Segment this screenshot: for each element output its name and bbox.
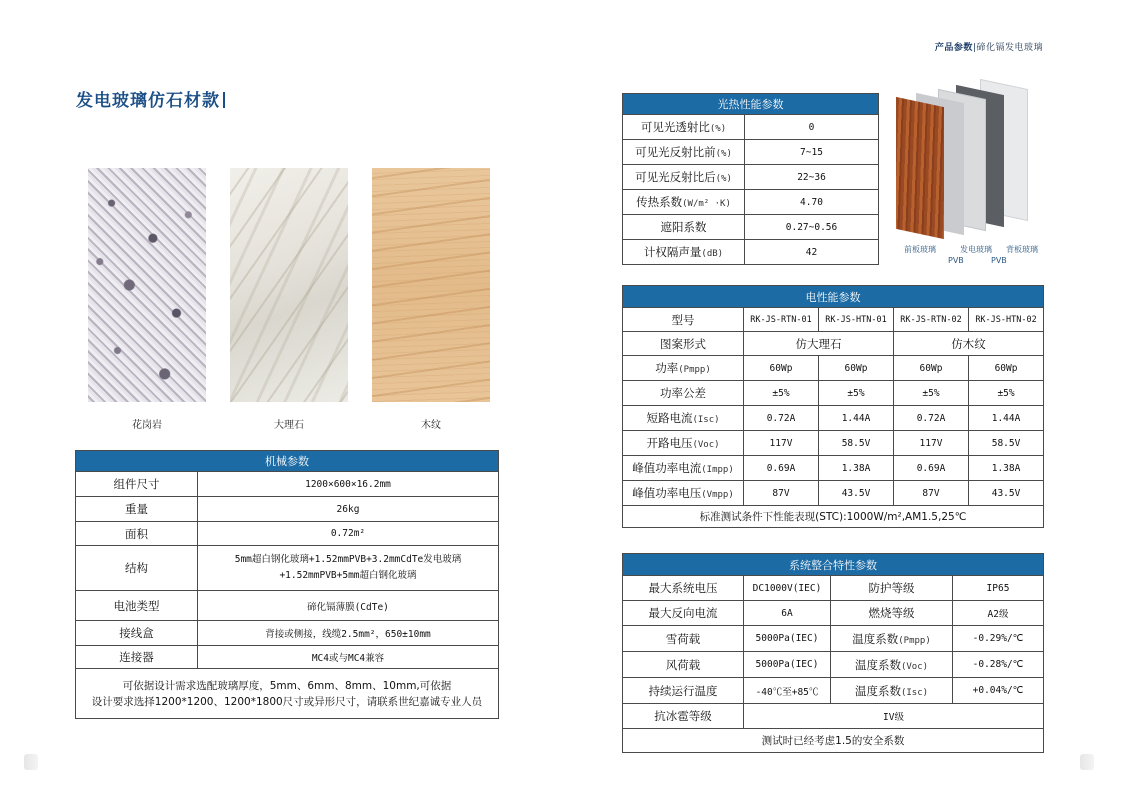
swatch-wood-label: 木纹	[421, 420, 441, 431]
mech-label: 结构	[76, 546, 198, 591]
elec-value: 43.5V	[969, 481, 1044, 506]
sys-label: 温度系数(Pmpp)	[831, 626, 953, 652]
pattern-marble: 仿大理石	[744, 332, 894, 356]
table-row	[623, 190, 879, 215]
optical-label: 可见光反射比后(%)	[623, 165, 745, 190]
sys-value: 5000Pa(IEC)	[744, 626, 831, 652]
elec-label: 功率(Pmpp)	[623, 356, 744, 381]
optical-value: 22~36	[745, 165, 879, 190]
sys-label: 持续运行温度	[623, 678, 744, 704]
optical-label: 可见光反射比前(%)	[623, 140, 745, 165]
mech-value: 1200×600×16.2mm	[198, 472, 499, 497]
sys-value: 5000Pa(IEC)	[744, 652, 831, 678]
elec-label: 短路电流(Isc)	[623, 406, 744, 431]
mech-label: 电池类型	[76, 591, 198, 621]
table-row	[76, 621, 499, 646]
mech-note-line1: 可依据设计需求选配玻璃厚度，5mm、6mm、8mm、10mm,可依据	[122, 679, 452, 692]
table-row	[623, 506, 1044, 528]
sys-label: 防护等级	[831, 576, 953, 601]
table-row	[76, 546, 499, 591]
model-label: 型号	[623, 308, 744, 332]
system-footnote: 测试时已经考虑1.5的安全系数	[623, 729, 1044, 753]
sys-value: A2级	[953, 601, 1044, 626]
page-corner-mark-left	[24, 754, 38, 770]
mech-note	[76, 669, 499, 719]
elec-value: 0.72A	[744, 406, 819, 431]
elec-value: 0.72A	[894, 406, 969, 431]
elec-value: 60Wp	[744, 356, 819, 381]
sys-value: -40℃至+85℃	[744, 678, 831, 704]
sys-label: 风荷载	[623, 652, 744, 678]
header-divider: |	[972, 43, 977, 53]
sys-value: 6A	[744, 601, 831, 626]
elec-value: 0.69A	[894, 456, 969, 481]
table-row	[623, 406, 1044, 431]
table-row	[623, 140, 879, 165]
sys-value: +0.04%/℃	[953, 678, 1044, 704]
optical-value: 42	[745, 240, 879, 265]
system-title: 系统整合特性参数	[623, 554, 1044, 576]
sys-value: DC1000V(IEC)	[744, 576, 831, 601]
swatch-marble-image	[230, 168, 348, 402]
swatch-marble-label: 大理石	[274, 420, 304, 431]
system-table	[622, 553, 1044, 753]
mech-value: 碲化镉薄膜(CdTe)	[198, 591, 499, 621]
mech-structure-value	[198, 546, 499, 591]
mech-structure-line2: +1.52mmPVB+5mm超白钢化玻璃	[279, 570, 417, 581]
header-category: 产品参数	[934, 43, 973, 53]
table-row	[623, 576, 1044, 601]
elec-label: 峰值功率电压(Vmpp)	[623, 481, 744, 506]
table-row	[76, 591, 499, 621]
table-row	[623, 678, 1044, 704]
mech-label: 重量	[76, 497, 198, 522]
pattern-wood: 仿木纹	[894, 332, 1044, 356]
page-title-text: 发电玻璃仿石材款	[76, 91, 220, 111]
mech-value: 0.72m²	[198, 522, 499, 546]
page-corner-mark-right	[1080, 754, 1094, 770]
sys-label: 燃烧等级	[831, 601, 953, 626]
mech-value: 26kg	[198, 497, 499, 522]
elec-value: 117V	[894, 431, 969, 456]
front-glass-caption: 前板玻璃	[904, 245, 936, 254]
elec-value: 0.69A	[744, 456, 819, 481]
swatch-wood-image	[372, 168, 490, 402]
pvb-caption-2: PVB	[991, 256, 1007, 265]
swatch-granite-label: 花岗岩	[132, 420, 162, 431]
model-value: RK-JS-HTN-02	[969, 308, 1044, 332]
elec-value: ±5%	[744, 381, 819, 406]
model-value: RK-JS-HTN-01	[819, 308, 894, 332]
elec-value: 1.44A	[969, 406, 1044, 431]
mech-label: 连接器	[76, 646, 198, 669]
elec-value: ±5%	[969, 381, 1044, 406]
hail-label: 抗冰雹等级	[623, 704, 744, 729]
table-row	[623, 481, 1044, 506]
optical-label: 遮阳系数	[623, 215, 745, 240]
electrical-title: 电性能参数	[623, 286, 1044, 308]
sys-value: IP65	[953, 576, 1044, 601]
elec-value: 87V	[744, 481, 819, 506]
table-row	[623, 332, 1044, 356]
elec-value: 1.44A	[819, 406, 894, 431]
sys-label: 最大反向电流	[623, 601, 744, 626]
sys-value: -0.28%/℃	[953, 652, 1044, 678]
table-row	[76, 646, 499, 669]
mech-structure-line1: 5mm超白钢化玻璃+1.52mmPVB+3.2mmCdTe发电玻璃	[234, 554, 462, 565]
table-row	[623, 601, 1044, 626]
table-row	[623, 652, 1044, 678]
sys-label: 雪荷载	[623, 626, 744, 652]
table-row	[623, 729, 1044, 753]
mechanical-table	[75, 450, 499, 719]
back-glass-caption: 背板玻璃	[1006, 245, 1038, 254]
elec-value: ±5%	[819, 381, 894, 406]
optical-value: 0.27~0.56	[745, 215, 879, 240]
table-row	[76, 497, 499, 522]
elec-value: 60Wp	[894, 356, 969, 381]
table-row	[76, 472, 499, 497]
electrical-footnote: 标准测试条件下性能表现(STC):1000W/m²,AM1.5,25℃	[623, 506, 1044, 528]
header-subtitle: 碲化镉发电玻璃	[976, 43, 1043, 53]
sys-value: -0.29%/℃	[953, 626, 1044, 652]
power-glass-caption: 发电玻璃	[960, 245, 992, 254]
table-row	[76, 669, 499, 719]
electrical-table	[622, 285, 1044, 528]
sys-label: 温度系数(Isc)	[831, 678, 953, 704]
table-row	[623, 626, 1044, 652]
mech-value: MC4或与MC4兼容	[198, 646, 499, 669]
sys-label: 温度系数(Voc)	[831, 652, 953, 678]
elec-value: ±5%	[894, 381, 969, 406]
layer-structure-figure	[894, 84, 1054, 274]
table-row	[623, 381, 1044, 406]
optical-value: 0	[745, 115, 879, 140]
table-row	[623, 456, 1044, 481]
table-row	[623, 165, 879, 190]
pattern-label: 图案形式	[623, 332, 744, 356]
optical-label: 计权隔声量(dB)	[623, 240, 745, 265]
elec-label: 峰值功率电流(Impp)	[623, 456, 744, 481]
table-row	[623, 215, 879, 240]
table-row	[623, 308, 1044, 332]
swatch-granite-image	[88, 168, 206, 402]
elec-value: 117V	[744, 431, 819, 456]
model-value: RK-JS-RTN-02	[894, 308, 969, 332]
elec-label: 开路电压(Voc)	[623, 431, 744, 456]
hail-value: IV级	[744, 704, 1044, 729]
elec-label: 功率公差	[623, 381, 744, 406]
table-row	[623, 431, 1044, 456]
table-row	[623, 356, 1044, 381]
page-title	[76, 86, 225, 111]
table-row	[623, 704, 1044, 729]
optical-label: 传热系数(W/m² ·K)	[623, 190, 745, 215]
sys-label: 最大系统电压	[623, 576, 744, 601]
mech-label: 面积	[76, 522, 198, 546]
elec-value: 87V	[894, 481, 969, 506]
optical-value: 4.70	[745, 190, 879, 215]
mech-value: 背接或侧接，线缆2.5mm²，650±10mm	[198, 621, 499, 646]
table-row	[623, 240, 879, 265]
elec-value: 60Wp	[969, 356, 1044, 381]
title-bar	[223, 92, 225, 108]
optical-table	[622, 93, 879, 265]
table-row	[76, 522, 499, 546]
elec-value: 1.38A	[969, 456, 1044, 481]
optical-label: 可见光透射比(%)	[623, 115, 745, 140]
mech-label: 组件尺寸	[76, 472, 198, 497]
elec-value: 58.5V	[969, 431, 1044, 456]
mech-note-line2: 设计要求选择1200*1200、1200*1800尺寸或异形尺寸，请联系世纪嘉诚专业人员	[91, 695, 483, 708]
optical-value: 7~15	[745, 140, 879, 165]
model-value: RK-JS-RTN-01	[744, 308, 819, 332]
header-tag	[935, 40, 1043, 53]
elec-value: 58.5V	[819, 431, 894, 456]
elec-value: 60Wp	[819, 356, 894, 381]
elec-value: 1.38A	[819, 456, 894, 481]
mechanical-title: 机械参数	[76, 451, 499, 472]
mech-label: 接线盒	[76, 621, 198, 646]
elec-value: 43.5V	[819, 481, 894, 506]
pvb-caption-1: PVB	[948, 256, 964, 265]
front-glass-layer	[896, 97, 944, 239]
optical-title: 光热性能参数	[623, 94, 879, 115]
table-row	[623, 115, 879, 140]
